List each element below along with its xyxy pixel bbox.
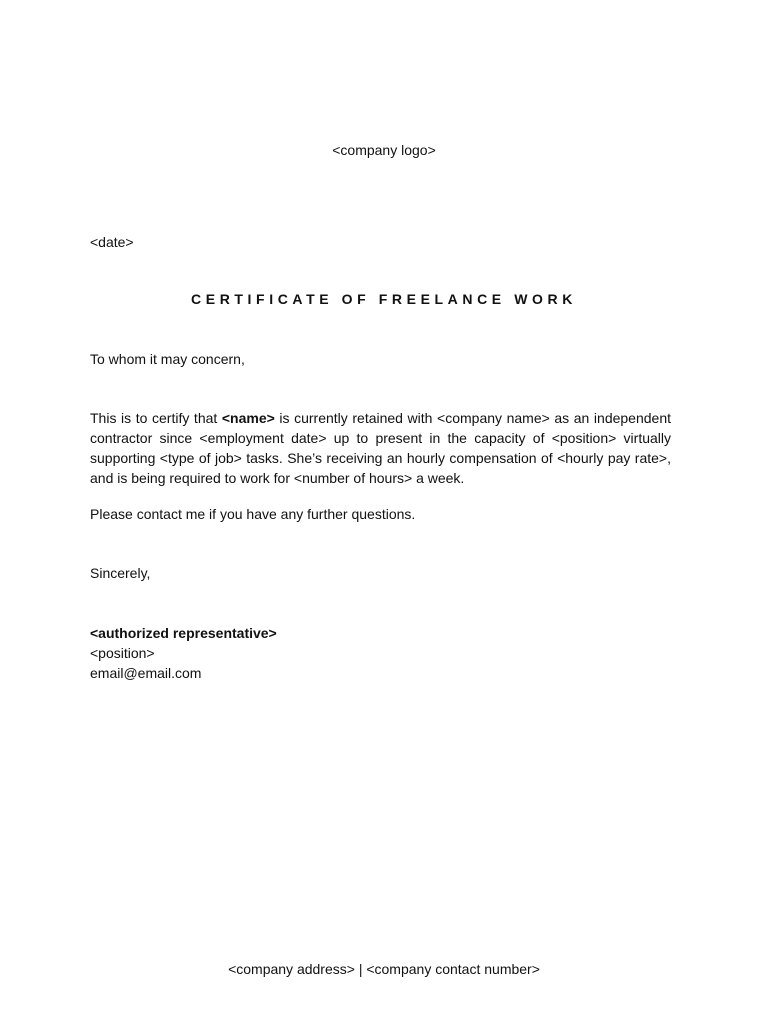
salutation: To whom it may concern, [90, 351, 245, 367]
letter-date: <date> [90, 234, 134, 250]
certificate-title: CERTIFICATE OF FREELANCE WORK [191, 291, 577, 307]
body-intro: This is to certify that [90, 410, 222, 426]
recipient-name: <name> [221, 410, 275, 426]
contact-note: Please contact me if you have any further questions. [90, 506, 416, 522]
signature-block [90, 623, 277, 683]
certificate-body-paragraph [90, 408, 671, 488]
authorized-representative: <authorized representative> [90, 625, 277, 641]
company-logo-placeholder: <company logo> [332, 142, 436, 158]
company-footer: <company address> | <company contact number> [228, 961, 540, 977]
closing: Sincerely, [90, 565, 151, 581]
signatory-email: email@email.com [90, 665, 202, 681]
signatory-position: <position> [90, 645, 155, 661]
body-text: is currently retained with <company name> as an independent contractor since <employment date> up to present in the capacity of <position> virtually supporting <type of job> tasks. She’s receiving an hourly compensation of <hourly pay rate>, and is being required to work for <number of hours> a week. [90, 410, 672, 486]
